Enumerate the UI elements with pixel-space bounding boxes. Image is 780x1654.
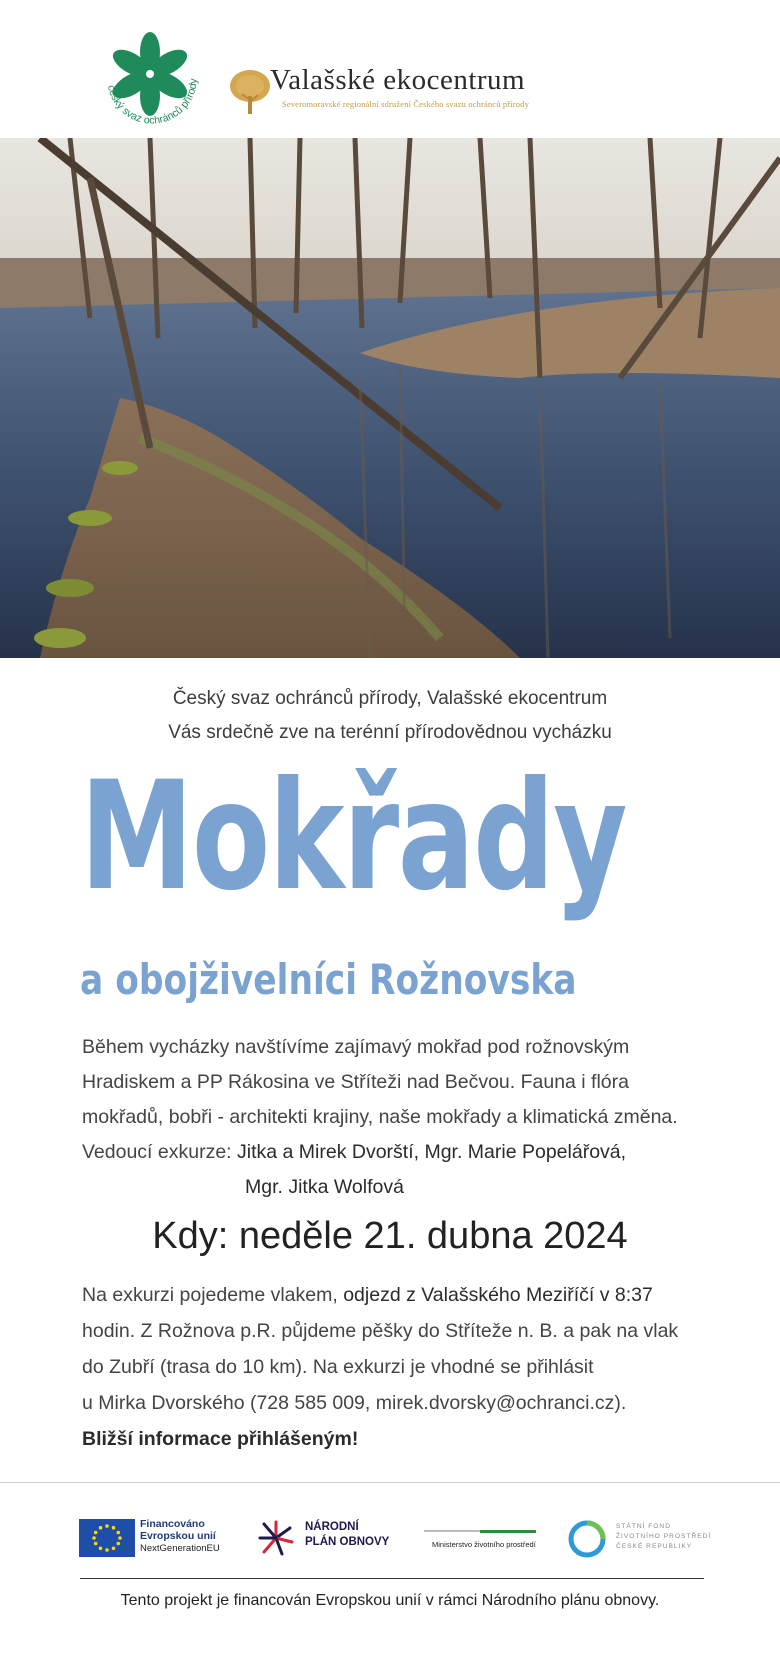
mzp-label: Ministerstvo životního prostředí [432, 1540, 536, 1549]
ekocentrum-title: Valašské ekocentrum [270, 64, 526, 96]
footer-funding-note: Tento projekt je financován Evropskou unií v rámci Národního plánu obnovy. [120, 1592, 660, 1609]
details-line-1a: Na exkurzi pojedeme vlakem, [82, 1284, 344, 1306]
csop-logo [96, 24, 208, 136]
leaders-line [82, 1141, 626, 1164]
npo-logo-icon [256, 1518, 296, 1558]
sfzp-line-2: ŽIVOTNÍHO PROSTŘEDÍ [616, 1533, 712, 1540]
eu-flag-icon [79, 1519, 135, 1557]
npo-line-1: NÁRODNÍ [305, 1521, 359, 1533]
ekocentrum-subtitle: Severomoravské regionální sdružení Českého svazu ochránců přírody [282, 100, 529, 109]
details-line-1 [82, 1284, 653, 1307]
mzp-logo-bar-icon [424, 1530, 536, 1534]
details-line-3: do Zubří (trasa do 10 km). Na exkurzi je vhodné se přihlásit [82, 1356, 594, 1378]
details-line-2: hodin. Z Rožnova p.R. půjdeme pěšky do Stříteže n. B. a pak na vlak [82, 1320, 679, 1342]
footer-divider [0, 1482, 780, 1483]
departure-info: odjezd z Valašského Meziříčí v 8:37 [343, 1284, 653, 1306]
wetland-forest-photo [0, 138, 780, 658]
description-line-2: Hradiskem a PP Rákosina ve Stříteži nad Bečvou. Fauna i flóra [82, 1071, 629, 1093]
event-title: Mokřady [80, 750, 627, 924]
sfzp-logo-icon [568, 1520, 606, 1558]
description-line-1: Během vycházky navštívíme zajímavý mokřad pod rožnovským [82, 1036, 630, 1058]
leaders-names: Jitka a Mirek Dvorští, Mgr. Marie Popelářová, [237, 1141, 627, 1163]
npo-line-2: PLÁN OBNOVY [305, 1536, 390, 1548]
intro-line-1: Český svaz ochránců přírody, Valašské ekocentrum [172, 688, 608, 709]
contact-line: u Mirka Dvorského (728 585 009, mirek.dvorsky@ochranci.cz). [82, 1392, 627, 1414]
event-subtitle: a obojživelníci Rožnovska [80, 955, 577, 1004]
eu-funded-line-1: Financováno [140, 1518, 205, 1530]
intro-line-2: Vás srdečně zve na terénní přírodovědnou vycházku [168, 722, 612, 743]
info-note: Bližší informace přihlášeným! [82, 1428, 359, 1450]
csop-flower-icon [96, 24, 208, 136]
footer-rule [80, 1578, 704, 1579]
eu-funded-line-2: Evropskou unií [140, 1530, 216, 1542]
leaders-names-2: Mgr. Jitka Wolfová [245, 1176, 404, 1198]
csop-logo-text: český svaz ochránců přírody [104, 78, 200, 127]
leaders-label: Vedoucí exkurze: [82, 1141, 238, 1163]
description-line-3: mokřadů, bobři - architekti krajiny, naše mokřady a klimatická změna. [82, 1106, 678, 1128]
event-date: Kdy: neděle 21. dubna 2024 [152, 1215, 628, 1257]
sfzp-line-3: ČESKÉ REPUBLIKY [616, 1543, 693, 1550]
sfzp-line-1: STÁTNÍ FOND [616, 1523, 671, 1530]
eu-funded-line-3: NextGenerationEU [140, 1543, 220, 1554]
